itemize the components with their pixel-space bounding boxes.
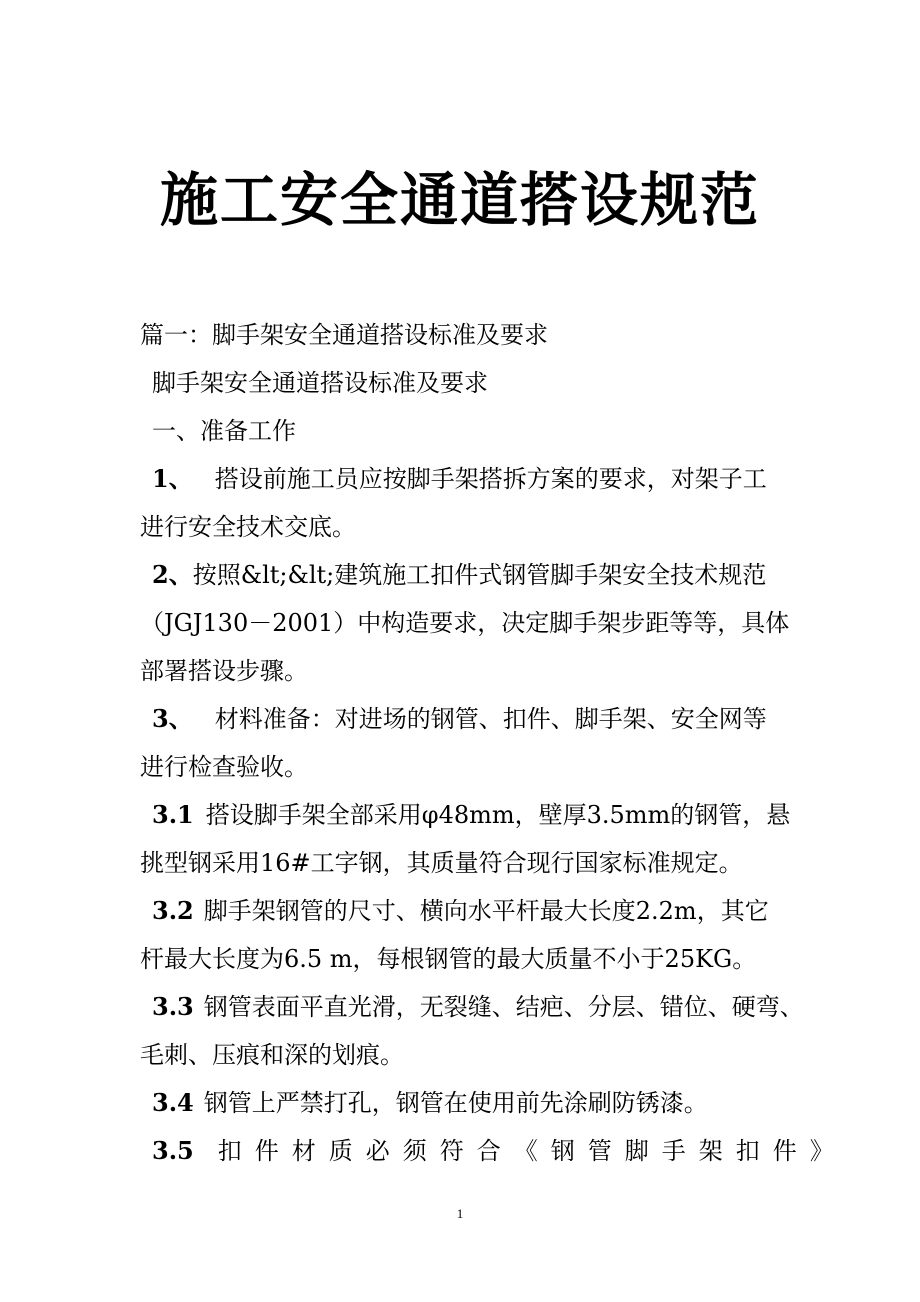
paragraph-text: 按照&lt;&lt;建筑施工扣件式钢管脚手架安全技术规范	[192, 561, 767, 589]
paragraph-line: 进行检查验收。	[140, 753, 308, 781]
paragraph-line: 部署搭设步骤。	[140, 657, 308, 685]
paragraph-text: 搭设脚手架全部采用φ48mm，壁厚3.5mm的钢管，悬	[205, 801, 791, 829]
document-title: 施工安全通道搭设规范	[159, 166, 760, 234]
paragraph-text: 材料准备：对进场的钢管、扣件、脚手架、安全网等	[214, 705, 767, 733]
page-number: 1	[456, 1206, 464, 1221]
subheading: 脚手架安全通道搭设标准及要求	[152, 369, 488, 397]
paragraph-text: 扣件材质必须符合《钢管脚手架扣件》	[217, 1137, 847, 1165]
paragraph-line	[152, 1134, 847, 1168]
paragraph-line	[152, 798, 812, 832]
item-number: 3.2	[152, 896, 194, 925]
paragraph-line	[152, 990, 812, 1024]
item-number: 3.3	[152, 992, 194, 1021]
paragraph-line: 挑型钢采用16#工字钢，其质量符合现行国家标准规定。	[140, 849, 743, 877]
section-heading: 篇一：脚手架安全通道搭设标准及要求	[140, 321, 548, 349]
paragraph-text: 搭设前施工员应按脚手架搭拆方案的要求，对架子工	[214, 465, 767, 493]
paragraph-line	[152, 558, 812, 592]
paragraph-line	[152, 462, 812, 496]
item-number: 3、	[152, 704, 193, 733]
item-number: 2、	[152, 560, 193, 589]
part-heading: 一、准备工作	[152, 417, 296, 445]
paragraph-line	[152, 702, 812, 736]
item-number: 3.4	[152, 1088, 194, 1117]
paragraph-line	[152, 894, 812, 928]
item-number: 3.1	[152, 800, 194, 829]
item-number: 1、	[152, 464, 193, 493]
paragraph-line: 进行安全技术交底。	[140, 513, 356, 541]
paragraph-line: 杆最大长度为6.5 m，每根钢管的最大质量不小于25KG。	[140, 945, 757, 973]
paragraph-text: 钢管上严禁打孔，钢管在使用前先涂刷防锈漆。	[203, 1089, 708, 1117]
paragraph-text: 钢管表面平直光滑，无裂缝、结疤、分层、错位、硬弯、	[203, 993, 804, 1021]
paragraph-line: 毛刺、压痕和深的划痕。	[140, 1041, 404, 1069]
paragraph-text: 脚手架钢管的尺寸、横向水平杆最大长度2.2m，其它	[203, 897, 769, 925]
item-number: 3.5	[152, 1136, 194, 1165]
paragraph-line: （JGJ130－2001）中构造要求，决定脚手架步距等等，具体	[140, 609, 790, 637]
paragraph-line	[152, 1086, 812, 1120]
